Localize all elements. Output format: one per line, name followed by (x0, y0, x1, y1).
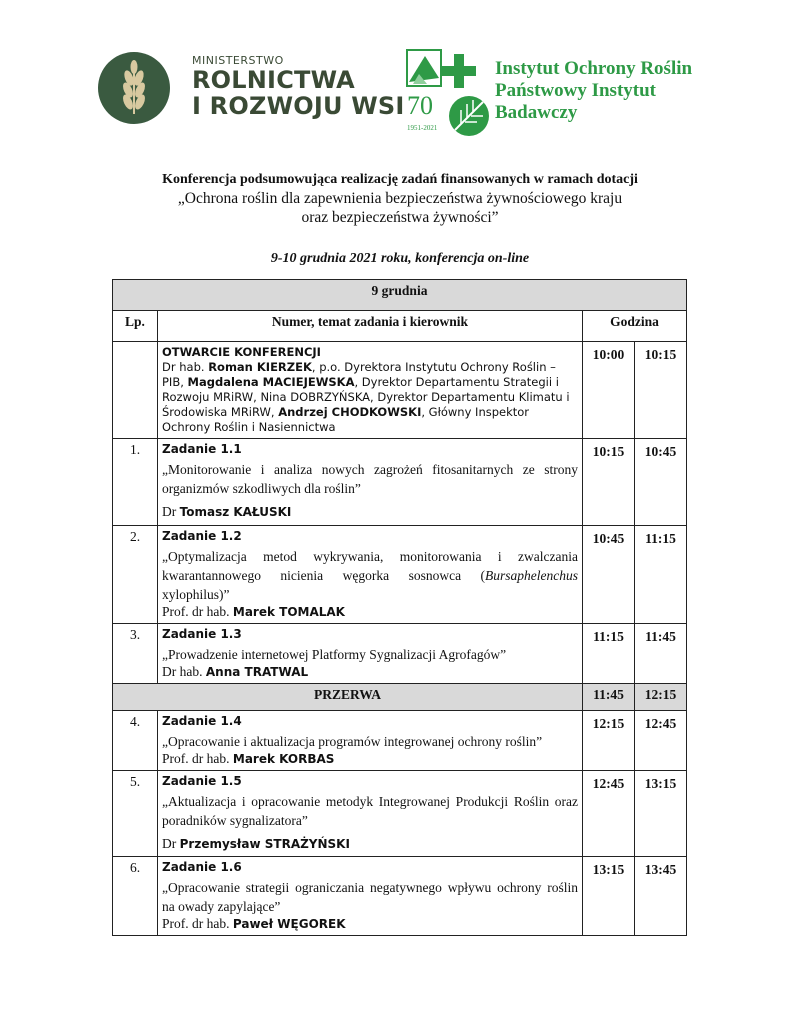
task-title-part: xylophilus)” (162, 587, 230, 602)
conference-heading (0, 170, 800, 227)
table-row (113, 439, 687, 526)
leader-degree: Prof. dr hab. (162, 751, 233, 766)
ministry-line1: MINISTERSTWO (192, 54, 284, 67)
table-row (113, 526, 687, 624)
ior-line2: Państwowy Instytut (495, 80, 656, 101)
conference-title: Konferencja podsumowująca realizację zadań finansowanych w ramach dotacji (162, 172, 638, 187)
ministry-line3: I ROZWOJU WSI (192, 92, 405, 120)
opening-cell (158, 342, 583, 439)
conference-subtitle-line1: „Ochrona roślin dla zapewnienia bezpieczeństwa żywnościowego kraju (177, 190, 623, 207)
logos-header (0, 40, 800, 140)
lp-cell: 5. (113, 771, 158, 857)
speaker-name: Andrzej CHODKOWSKI (278, 405, 422, 419)
task-leader (162, 916, 346, 931)
table-row (113, 711, 687, 771)
task-leader (162, 604, 345, 619)
speaker-name: Roman KIERZEK (208, 360, 312, 374)
leader-name: Marek TOMALAK (232, 605, 345, 619)
task-title-latin: Bursaphelenchus (485, 568, 578, 583)
task-number: Zadanie 1.3 (162, 627, 242, 641)
task-leader (162, 751, 334, 766)
leader-degree: Prof. dr hab. (162, 916, 233, 931)
ministry-wheat-logo-icon (98, 52, 170, 124)
end-time: 13:45 (635, 857, 687, 936)
opening-title: OTWARCIE KONFERENCJI (162, 345, 321, 359)
task-cell (158, 624, 583, 684)
leader-name: Anna TRATWAL (205, 665, 309, 679)
end-time: 12:45 (635, 711, 687, 771)
leader-degree: Dr (162, 504, 180, 519)
leader-degree: Prof. dr hab. (162, 604, 233, 619)
start-time: 13:15 (583, 857, 635, 936)
start-time: 11:15 (583, 624, 635, 684)
day-label: 9 grudnia (113, 280, 687, 311)
leader-name: Marek KORBAS (232, 752, 335, 766)
end-time: 11:15 (635, 526, 687, 624)
opening-text: Dr hab. (162, 360, 209, 374)
conference-date: 9-10 grudnia 2021 roku, konferencja on-line (270, 251, 530, 266)
ior-name (495, 58, 692, 124)
start-time: 10:15 (583, 439, 635, 526)
leader-name: Przemysław STRAŻYŃSKI (179, 837, 350, 851)
end-time: 11:45 (635, 624, 687, 684)
break-label: PRZERWA (113, 684, 583, 711)
task-number: Zadanie 1.5 (162, 774, 242, 788)
ior-logo-icon (405, 48, 491, 140)
task-leader (162, 664, 308, 679)
lp-cell: 3. (113, 624, 158, 684)
task-title: „Aktualizacja i opracowanie metodyk Integrowanej Produkcji Roślin oraz poradników sygnalizatora” (162, 794, 578, 828)
opening-text: , p.o. Dyrektora Instytutu Ochrony Roślin – PIB, (162, 360, 556, 389)
task-title: „Opracowanie i aktualizacja programów integrowanej ochrony roślin” (162, 734, 543, 749)
lp-cell: 1. (113, 439, 158, 526)
task-number: Zadanie 1.1 (162, 442, 242, 456)
task-title: „Prowadzenie internetowej Platformy Sygnalizacji Agrofagów” (162, 647, 507, 662)
leader-degree: Dr hab. (162, 664, 206, 679)
end-time: 13:15 (635, 771, 687, 857)
lp-cell: 4. (113, 711, 158, 771)
ior-years: 1951-2021 (407, 124, 438, 132)
task-cell (158, 526, 583, 624)
col-time-header: Godzina (583, 311, 687, 342)
start-time: 11:45 (583, 684, 635, 711)
task-cell (158, 857, 583, 936)
task-number: Zadanie 1.6 (162, 860, 242, 874)
task-number: Zadanie 1.4 (162, 714, 242, 728)
speaker-name: Magdalena MACIEJEWSKA (187, 375, 355, 389)
task-title: „Opracowanie strategii ograniczania negatywnego wpływu ochrony roślin na owady zapylające” (162, 880, 578, 914)
task-leader (162, 504, 578, 520)
opening-text: , Główny Inspektor Ochrony Roślin i Nasiennictwa (162, 405, 530, 434)
end-time: 12:15 (635, 684, 687, 711)
ior-line3: Badawczy (495, 102, 578, 123)
col-lp-header: Lp. (113, 311, 158, 342)
leader-name: Paweł WĘGOREK (232, 917, 346, 931)
ministry-name (192, 54, 405, 119)
ministry-line2: ROLNICTWA (192, 66, 355, 94)
task-leader (162, 836, 578, 852)
table-row (113, 857, 687, 936)
ior-line1: Instytut Ochrony Roślin (495, 58, 693, 79)
table-row (113, 624, 687, 684)
task-cell (158, 771, 583, 857)
start-time: 10:45 (583, 526, 635, 624)
table-row (113, 771, 687, 857)
end-time: 10:15 (635, 342, 687, 439)
conference-subtitle-line2: oraz bezpieczeństwa żywności” (301, 209, 499, 226)
task-title: „Monitorowanie i analiza nowych zagrożeń fitosanitarnych ze strony organizmów szkodliwych dla roślin” (162, 462, 578, 496)
task-title-part: „Optymalizacja metod wykrywania, monitorowania i zwalczania kwarantannowego nicienia węgorka sosnowca ( (162, 549, 578, 583)
day-row (113, 280, 687, 311)
leader-name: Tomasz KAŁUSKI (179, 505, 292, 519)
start-time: 12:45 (583, 771, 635, 857)
header-row (113, 311, 687, 342)
lp-cell: 2. (113, 526, 158, 624)
task-cell (158, 439, 583, 526)
task-title (162, 547, 578, 604)
col-topic-header: Numer, temat zadania i kierownik (158, 311, 583, 342)
start-time: 10:00 (583, 342, 635, 439)
lp-cell: 6. (113, 857, 158, 936)
table-row-opening (113, 342, 687, 439)
task-cell (158, 711, 583, 771)
leader-degree: Dr (162, 836, 180, 851)
task-number: Zadanie 1.2 (162, 529, 242, 543)
schedule-table (112, 279, 687, 936)
opening-text: , Dyrektor Departamentu Strategii i Rozwoju MRiRW, Nina DOBRZYŃSKA, Dyrektor Departamentu Klimatu i Środowiska MRiRW, (162, 375, 570, 419)
lp-cell (113, 342, 158, 439)
start-time: 12:15 (583, 711, 635, 771)
ior-anniversary: 70 (407, 91, 433, 120)
end-time: 10:45 (635, 439, 687, 526)
break-row (113, 684, 687, 711)
